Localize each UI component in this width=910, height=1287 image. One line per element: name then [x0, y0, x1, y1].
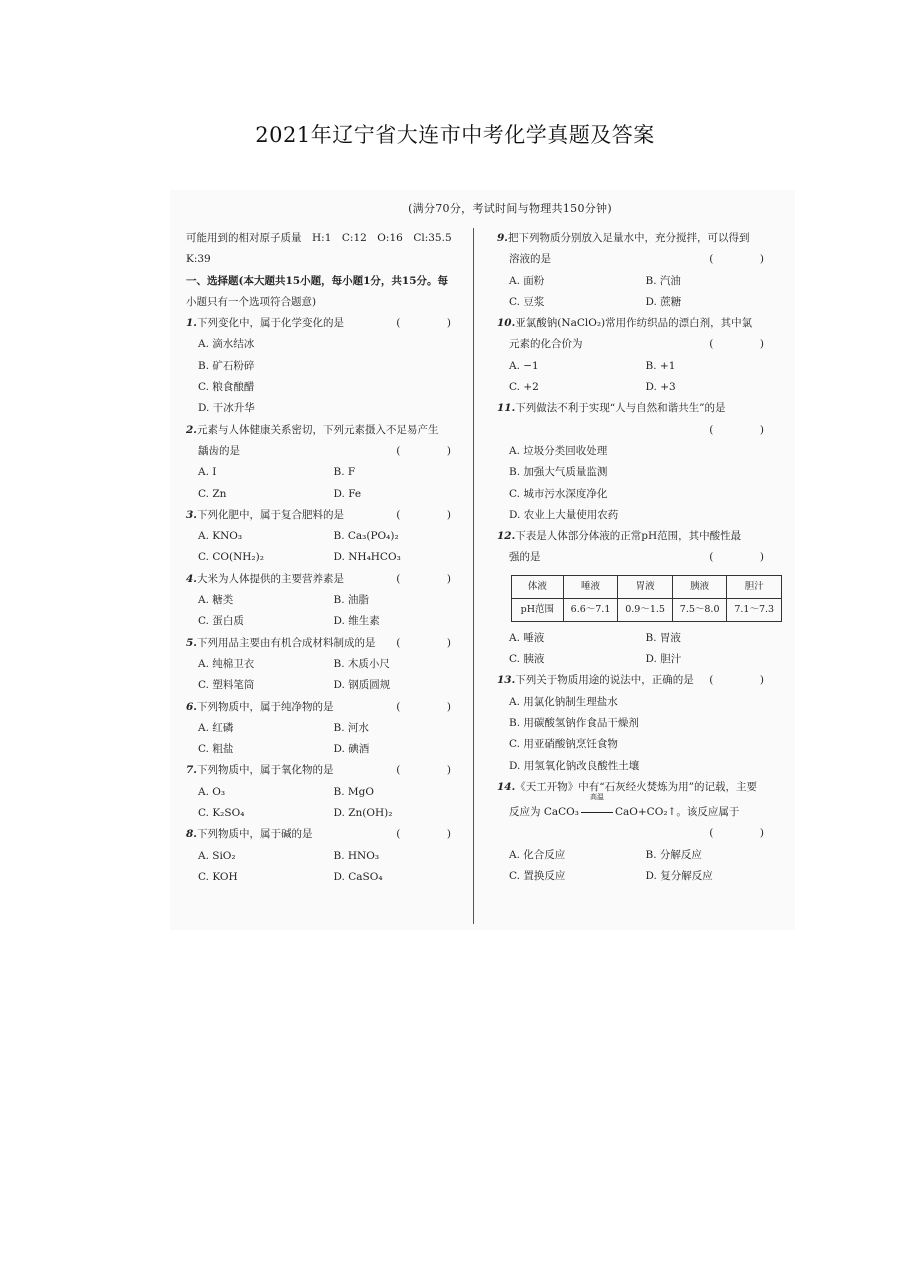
column-divider — [473, 228, 474, 924]
equation-product: CaO+CO₂↑。该反应属于 — [614, 806, 740, 819]
option-d: D. 维生素 — [333, 615, 380, 628]
answer-blank: ( ) — [396, 700, 469, 713]
question-text: 把下列物质分别放入足量水中，充分搅拌，可以得到 — [507, 232, 750, 244]
ph-table — [511, 575, 782, 622]
question-number: 8. — [186, 828, 197, 841]
question-number: 9. — [497, 232, 508, 244]
option-c: C. 胰液 — [509, 653, 545, 666]
document-title: 2021年辽宁省大连市中考化学真题及答案 — [255, 123, 655, 147]
options-row — [186, 484, 469, 505]
table-cell: 7.5～8.0 — [672, 598, 727, 621]
option-b: B. 汽油 — [645, 274, 681, 287]
options-row — [186, 718, 469, 739]
question-number: 12. — [497, 530, 516, 543]
option-d: D. 农业上大量使用农药 — [509, 508, 619, 521]
options-row — [497, 292, 782, 313]
question-number: 2. — [186, 423, 197, 436]
option-c: C. +2 — [509, 381, 539, 394]
table-cell: 6.6～7.1 — [563, 598, 618, 621]
question-12 — [497, 526, 782, 547]
options-row — [497, 628, 782, 649]
reaction-condition: 高温 — [589, 793, 604, 802]
question-text: 大米为人体提供的主要营养素是 — [196, 572, 344, 585]
option-a: A. 垃圾分类回收处理 — [509, 444, 608, 457]
options-row — [186, 739, 469, 760]
option-a: A. 唾液 — [509, 631, 545, 644]
option-b: B. 加强大气质量监测 — [509, 466, 608, 479]
option-d: D. 胆汁 — [645, 653, 682, 666]
question-text: 下列变化中，属于化学变化的是 — [196, 317, 344, 330]
answer-blank: ( ) — [709, 551, 782, 564]
options-row — [186, 803, 469, 824]
option-a: A. 面粉 — [509, 274, 545, 287]
question-6 — [186, 697, 469, 718]
question-1 — [186, 313, 469, 334]
option-a: A. 化合反应 — [509, 848, 566, 861]
question-number: 3. — [186, 508, 197, 521]
question-7 — [186, 760, 469, 781]
option-b: B. Ca₃(PO₄)₂ — [333, 530, 399, 543]
option-b: B. +1 — [645, 359, 676, 372]
option-c: C. 粗盐 — [198, 743, 234, 756]
option-d: D. 用氢氧化钠改良酸性土壤 — [509, 759, 640, 772]
option-b: B. 油脂 — [333, 594, 369, 607]
option-a: A. 红磷 — [198, 721, 234, 734]
option-b: B. MgO — [333, 785, 374, 798]
option-a: A. 用氯化钠制生理盐水 — [509, 695, 618, 708]
option-b: B. 分解反应 — [645, 848, 702, 861]
question-8 — [186, 824, 469, 845]
question-10 — [497, 313, 782, 334]
table-header: 唾液 — [563, 575, 618, 598]
atomic-mass-line-2: K:39 — [186, 253, 211, 266]
question-2 — [186, 420, 469, 441]
question-number: 6. — [186, 700, 197, 713]
question-number: 4. — [186, 572, 197, 585]
option-d: D. CaSO₄ — [333, 870, 383, 883]
option-c: C. Zn — [198, 487, 227, 500]
table-header: 胃液 — [618, 575, 673, 598]
options-row — [186, 867, 469, 888]
answer-blank: ( ) — [396, 444, 469, 457]
question-9 — [497, 228, 782, 249]
answer-blank: ( ) — [396, 508, 469, 521]
option-d: D. 干冰升华 — [198, 402, 255, 415]
option-b: B. F — [333, 466, 356, 479]
options-row — [186, 846, 469, 867]
right-column — [497, 228, 782, 887]
question-number: 11. — [497, 402, 516, 415]
question-number: 1. — [186, 317, 197, 330]
equation-reactant: 反应为 CaCO₃ — [509, 806, 579, 819]
table-row — [512, 575, 782, 598]
option-c: C. 蛋白质 — [198, 615, 244, 628]
option-d: D. 复分解反应 — [645, 870, 713, 883]
section-heading: 一、选择题(本大题共15小题，每小题1分，共15分。每 — [186, 274, 448, 287]
option-a: A. KNO₃ — [198, 530, 243, 543]
question-number: 10. — [497, 317, 516, 330]
option-a: A. SiO₂ — [198, 849, 236, 862]
options-row — [186, 611, 469, 632]
option-b: B. 河水 — [333, 721, 369, 734]
option-b: B. HNO₃ — [333, 849, 380, 862]
question-number: 14. — [497, 780, 516, 793]
answer-blank: ( ) — [709, 827, 782, 840]
question-3 — [186, 505, 469, 526]
options-row — [186, 462, 469, 483]
reaction-arrow — [581, 812, 613, 813]
answer-blank: ( ) — [396, 636, 469, 649]
option-c: C. 粮食酿醋 — [198, 381, 255, 394]
question-text: 元素与人体健康关系密切，下列元素摄入不足易产生 — [196, 423, 439, 436]
answer-blank: ( ) — [709, 423, 782, 436]
answer-blank: ( ) — [396, 572, 469, 585]
option-a: A. O₃ — [198, 785, 226, 798]
question-number: 13. — [497, 674, 516, 687]
table-cell: 7.1～7.3 — [727, 598, 782, 621]
question-text: 下列关于物质用途的说法中，正确的是 — [515, 674, 694, 687]
options-row — [497, 377, 782, 398]
table-row — [512, 598, 782, 621]
table-cell: pH范围 — [512, 598, 564, 621]
option-c: C. 塑料笔筒 — [198, 679, 255, 692]
answer-blank: ( ) — [396, 317, 469, 330]
question-text-cont: 元素的化合价为 ( ) — [497, 334, 782, 355]
answer-blank: ( ) — [396, 828, 469, 841]
option-c: C. 用亚硝酸钠烹饪食物 — [509, 738, 618, 751]
option-b: B. 用碳酸氢钠作食品干燥剂 — [509, 716, 639, 729]
option-c: C. 城市污水深度净化 — [509, 487, 608, 500]
option-d: D. Zn(OH)₂ — [333, 807, 393, 820]
options-row — [186, 654, 469, 675]
option-d: D. Fe — [333, 487, 362, 500]
question-text: 下表是人体部分体液的正常pH范围，其中酸性最 — [515, 530, 742, 543]
options-row — [186, 675, 469, 696]
option-c: C. K₂SO₄ — [198, 807, 245, 820]
question-number: 5. — [186, 636, 197, 649]
options-row — [186, 590, 469, 611]
question-text: 亚氯酸钠(NaClO₂)常用作纺织品的漂白剂，其中氯 — [515, 317, 753, 330]
options-row — [186, 782, 469, 803]
options-row — [497, 649, 782, 670]
question-number: 7. — [186, 764, 197, 777]
option-b: B. 矿石粉碎 — [198, 359, 255, 372]
question-text: 下列物质中，属于纯净物的是 — [196, 700, 334, 713]
option-d: D. +3 — [645, 381, 676, 394]
option-b: B. 胃液 — [645, 631, 681, 644]
options-row — [497, 845, 782, 866]
option-d: D. NH₄HCO₃ — [333, 551, 401, 564]
answer-blank: ( ) — [709, 253, 782, 266]
question-13 — [497, 670, 782, 691]
question-4 — [186, 569, 469, 590]
option-c: C. 豆浆 — [509, 295, 545, 308]
options-row — [497, 866, 782, 887]
question-text: 下列化肥中，属于复合肥料的是 — [196, 508, 344, 521]
option-d: D. 钢质圆规 — [333, 679, 391, 692]
question-5 — [186, 633, 469, 654]
option-d: D. 碘酒 — [333, 743, 370, 756]
option-a: A. 滴水结冰 — [198, 338, 255, 351]
answer-blank: ( ) — [709, 338, 782, 351]
answer-blank: ( ) — [709, 674, 782, 687]
answer-line — [497, 823, 782, 844]
question-text: 下列用品主要由有机合成材料制成的是 — [196, 636, 376, 649]
table-header: 体液 — [512, 575, 564, 598]
question-11 — [497, 398, 782, 419]
table-cell: 0.9～1.5 — [618, 598, 673, 621]
question-text-cont: 龋齿的是 ( ) — [186, 441, 469, 462]
option-c: C. 置换反应 — [509, 870, 566, 883]
question-text-cont: 溶液的是 ( ) — [497, 249, 782, 270]
option-a: A. 纯棉卫衣 — [198, 657, 255, 670]
options-row — [497, 356, 782, 377]
question-14 — [497, 777, 782, 798]
table-header: 胆汁 — [727, 575, 782, 598]
question-text-cont: 强的是 ( ) — [497, 547, 782, 568]
question-text: 下列物质中，属于碱的是 — [196, 828, 313, 841]
question-text: 下列做法不利于实现“人与自然和谐共生”的是 — [515, 402, 726, 415]
question-text: 下列物质中，属于氧化物的是 — [196, 764, 334, 777]
atomic-mass-line: 可能用到的相对原子质量 H:1 C:12 O:16 Cl:35.5 — [186, 232, 452, 244]
table-header: 胰液 — [672, 575, 727, 598]
option-c: C. KOH — [198, 870, 238, 883]
reaction-equation — [497, 793, 782, 823]
option-a: A. 糖类 — [198, 594, 234, 607]
option-c: C. CO(NH₂)₂ — [198, 551, 264, 564]
options-row — [186, 547, 469, 568]
options-row — [186, 526, 469, 547]
left-column — [186, 228, 469, 888]
option-b: B. 木质小尺 — [333, 657, 390, 670]
question-text: 《天工开物》中有“石灰经火焚炼为用”的记载，主要 — [515, 780, 758, 793]
option-a: A. −1 — [509, 359, 539, 372]
answer-line — [497, 420, 782, 441]
exam-subtitle: (满分70分，考试时间与物理共150分钟) — [408, 202, 612, 215]
section-heading-2: 小题只有一个选项符合题意) — [186, 295, 317, 308]
option-a: A. I — [198, 466, 217, 479]
options-row — [497, 271, 782, 292]
option-d: D. 蔗糖 — [645, 295, 682, 308]
answer-blank: ( ) — [396, 764, 469, 777]
